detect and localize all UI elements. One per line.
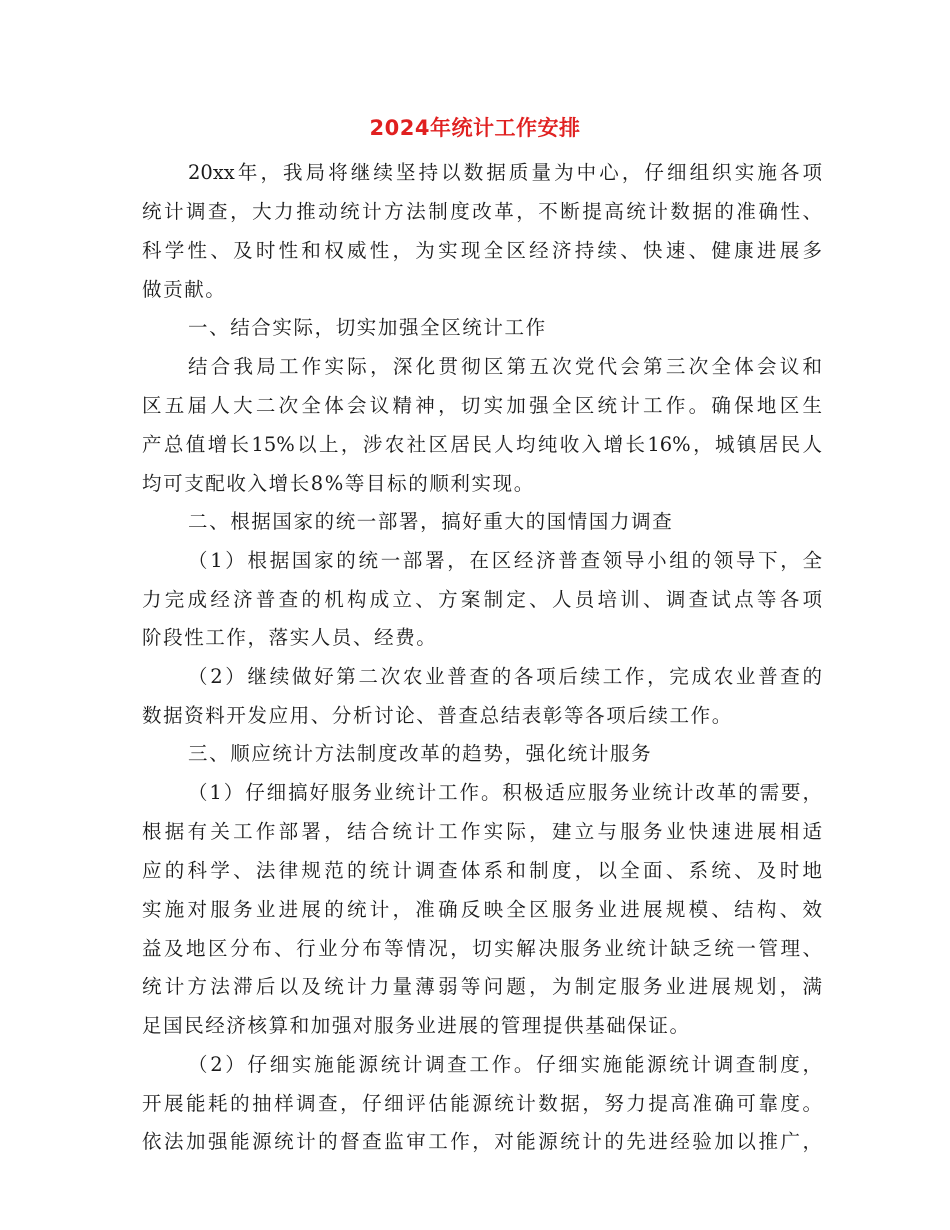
text-line: 数据资料开发应用、分析讨论、普查总结表彰等各项后续工作。 <box>142 704 733 727</box>
text-line: 做贡献。 <box>142 278 227 301</box>
text-line: 区五届人大二次全体会议精神，切实加强全区统计工作。确保地区生 <box>142 394 822 417</box>
text-line: 均可支配收入增长8%等目标的顺利实现。 <box>142 472 535 495</box>
text-line: （1）根据国家的统一部署，在区经济普查领导小组的领导下，全 <box>188 549 822 572</box>
text-line: （2）继续做好第二次农业普查的各项后续工作，完成农业普查的 <box>188 665 822 688</box>
text-line: 根据有关工作部署，结合统计工作实际，建立与服务业快速进展相适 <box>142 820 822 843</box>
text-line: 统计调查，大力推动统计方法制度改革，不断提高统计数据的准确性、 <box>142 200 822 223</box>
text-line: 科学性、及时性和权威性，为实现全区经济持续、快速、健康进展多 <box>142 239 822 262</box>
text-line: （1）仔细搞好服务业统计工作。积极适应服务业统计改革的需要， <box>188 781 822 804</box>
text-line: 产总值增长15%以上，涉农社区居民人均纯收入增长16%，城镇居民人 <box>142 433 822 456</box>
text-line: 一、结合实际，切实加强全区统计工作 <box>188 316 547 339</box>
text-line: 依法加强能源统计的督查监审工作，对能源统计的先进经验加以推广， <box>142 1130 822 1153</box>
text-line: 20xx年，我局将继续坚持以数据质量为中心，仔细组织实施各项 <box>188 161 822 184</box>
text-line: 三、顺应统计方法制度改革的趋势，强化统计服务 <box>188 742 653 765</box>
text-line: 益及地区分布、行业分布等情况，切实解决服务业统计缺乏统一管理、 <box>142 937 822 960</box>
text-line: 实施对服务业进展的统计，准确反映全区服务业进展规模、结构、效 <box>142 898 822 921</box>
text-line: 结合我局工作实际，深化贯彻区第五次党代会第三次全体会议和 <box>188 355 822 378</box>
text-line: 应的科学、法律规范的统计调查体系和制度，以全面、系统、及时地 <box>142 859 822 882</box>
text-line: （2）仔细实施能源统计调查工作。仔细实施能源统计调查制度， <box>188 1053 822 1076</box>
text-line: 足国民经济核算和加强对服务业进展的管理提供基础保证。 <box>142 1014 691 1037</box>
text-line: 统计方法滞后以及统计力量薄弱等问题，为制定服务业进展规划，满 <box>142 975 822 998</box>
text-line: 力完成经济普查的机构成立、方案制定、人员培训、调查试点等各项 <box>142 588 822 611</box>
text-line: 阶段性工作，落实人员、经费。 <box>142 626 438 649</box>
text-line: 二、根据国家的统一部署，搞好重大的国情国力调查 <box>188 510 674 533</box>
document-title: 2024年统计工作安排 <box>369 116 581 140</box>
text-line: 开展能耗的抽样调查，仔细评估能源统计数据，努力提高准确可靠度。 <box>142 1092 822 1115</box>
